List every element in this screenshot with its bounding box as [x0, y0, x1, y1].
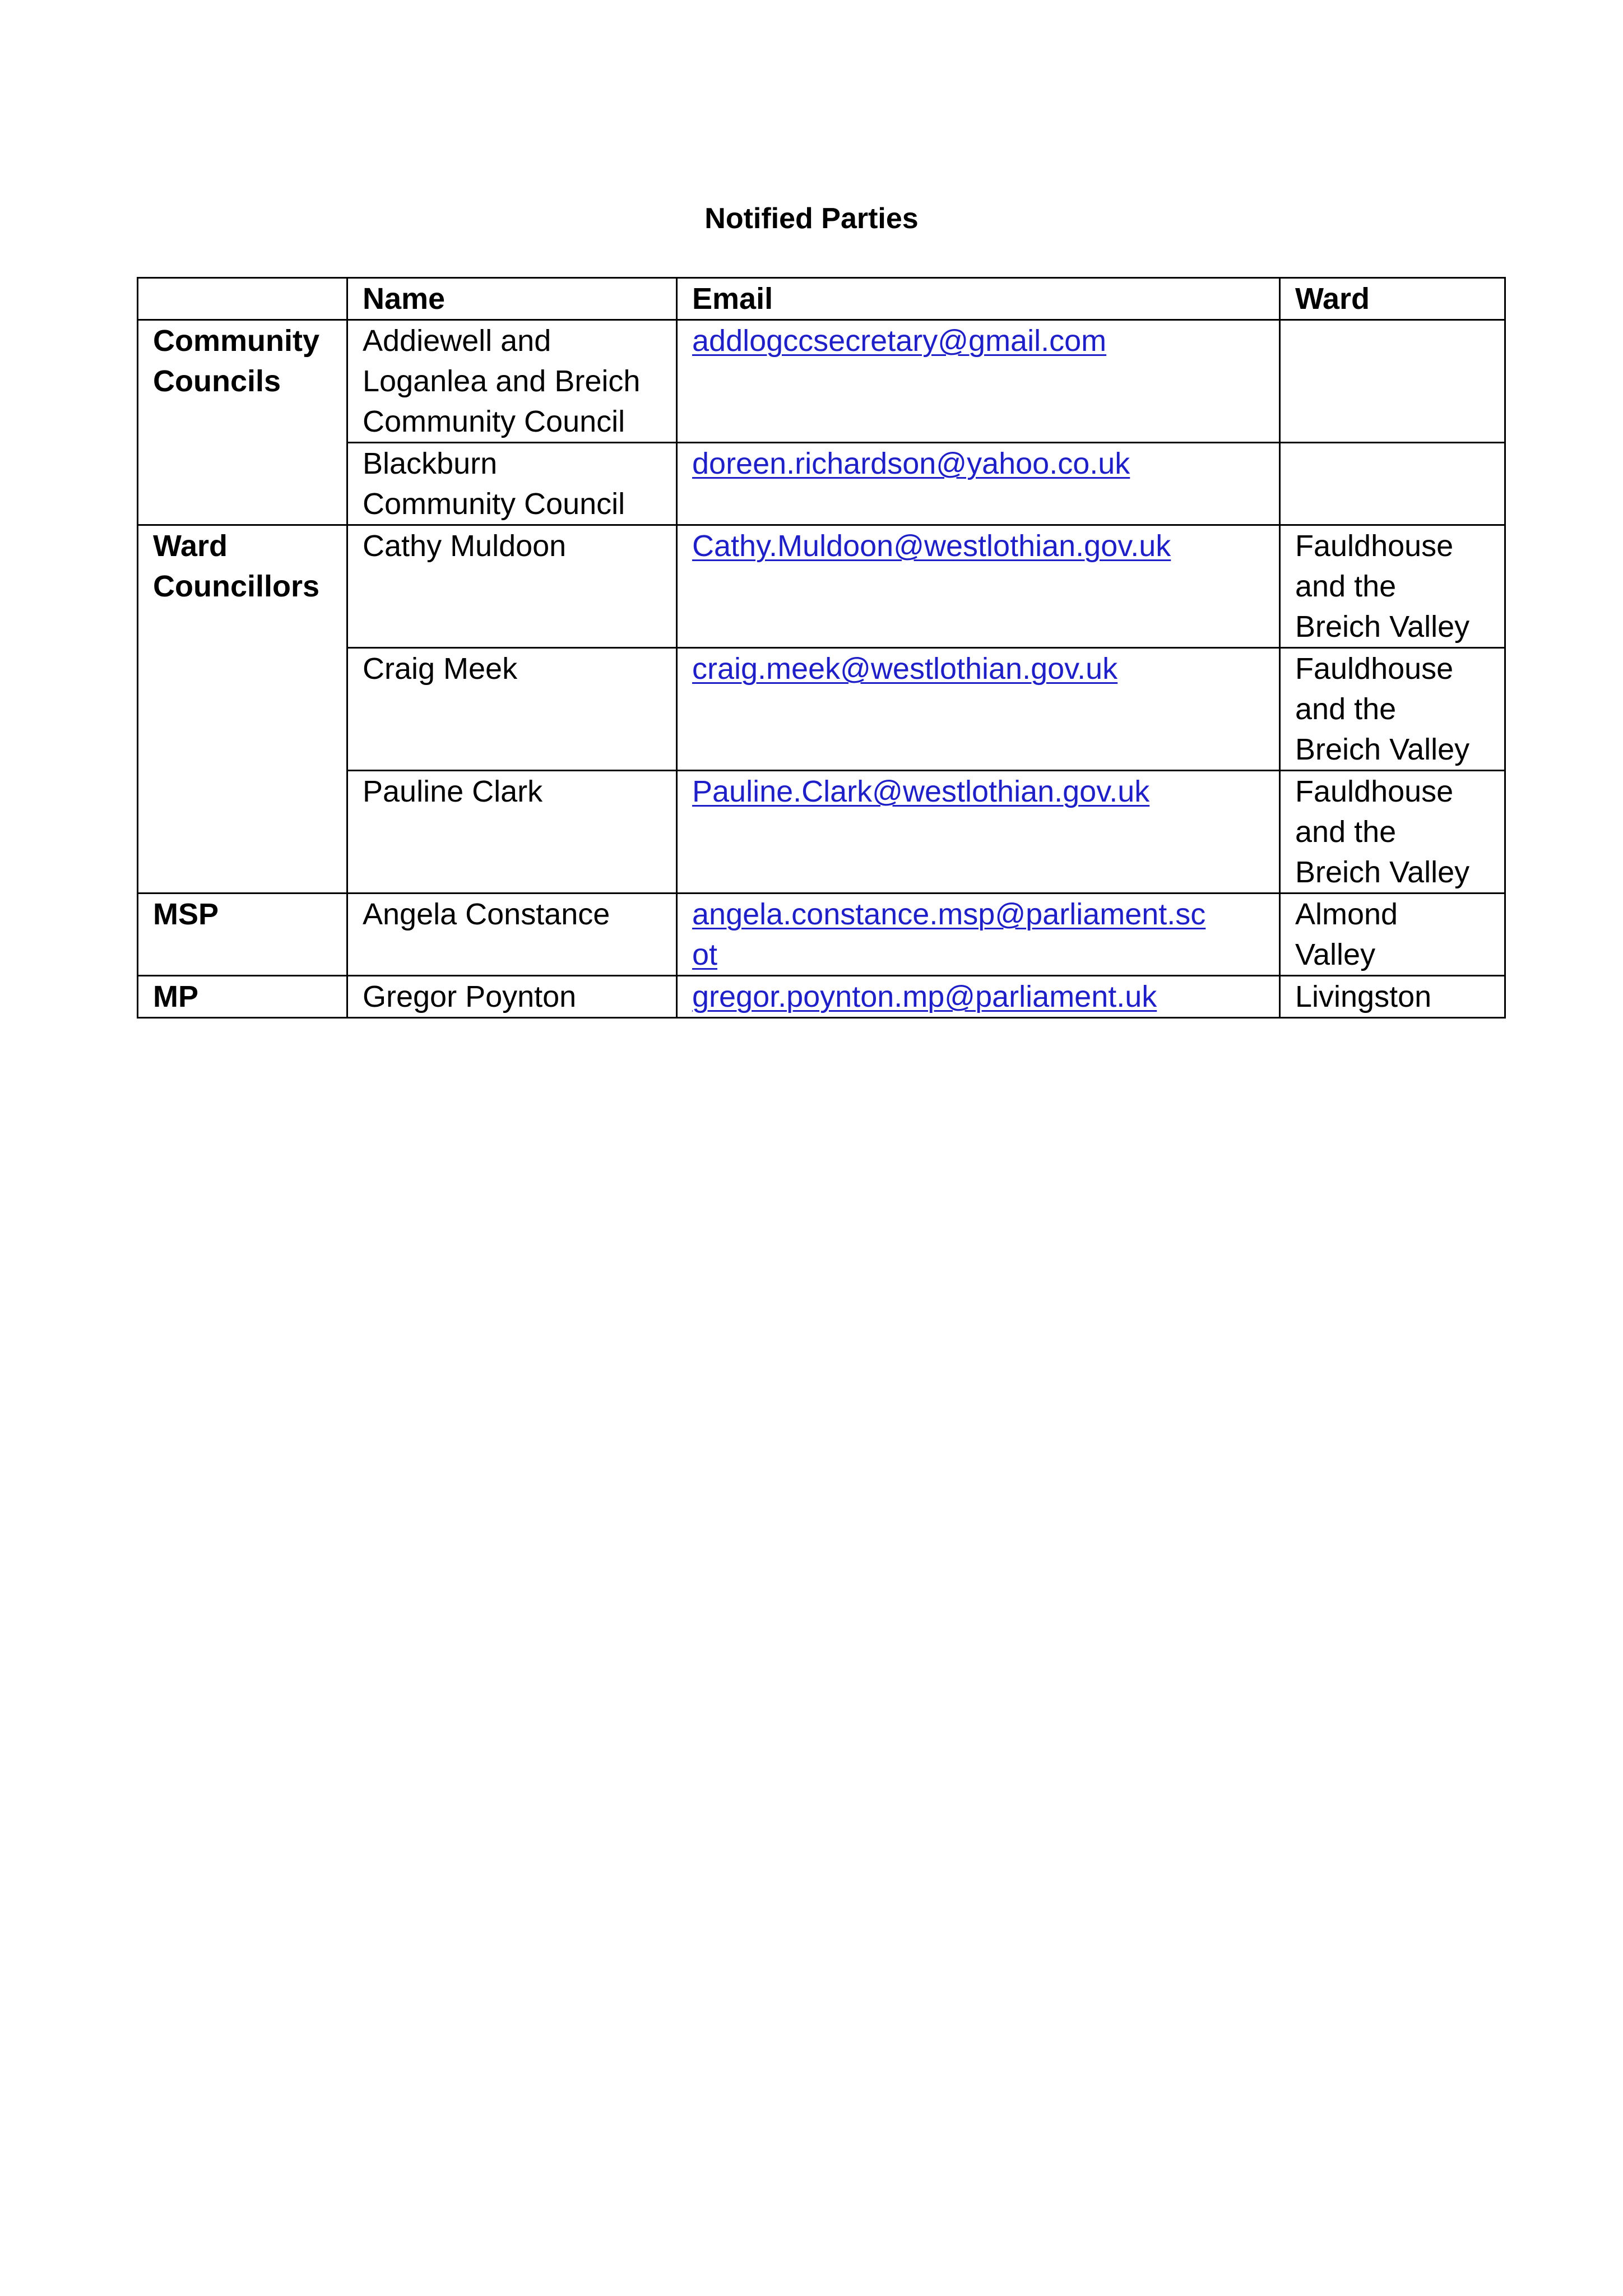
- email-link[interactable]: doreen.richardson@yahoo.co.uk: [692, 447, 1130, 480]
- page-title: Notified Parties: [704, 202, 919, 235]
- table-row: [138, 976, 1505, 1018]
- group-community-councils: Community Councils: [138, 320, 347, 525]
- ward-cell: Fauldhouse and the Breich Valley: [1280, 525, 1505, 648]
- email-link[interactable]: addlogccsecretary@gmail.com: [692, 324, 1107, 358]
- email-cell: [677, 320, 1280, 443]
- ward-cell: [1280, 443, 1505, 525]
- name-cell: Addiewell and Loganlea and Breich Community Council: [347, 320, 677, 443]
- email-cell: [677, 525, 1280, 648]
- header-name: Name: [347, 278, 677, 320]
- header-email: Email: [677, 278, 1280, 320]
- table-row: [138, 525, 1505, 648]
- name-cell: Pauline Clark: [347, 771, 677, 894]
- table-row: [138, 320, 1505, 443]
- notified-parties-table: [137, 277, 1506, 1019]
- email-link[interactable]: gregor.poynton.mp@parliament.uk: [692, 980, 1157, 1013]
- ward-cell: Livingston: [1280, 976, 1505, 1018]
- email-link[interactable]: angela.constance.msp@parliament.sc ot: [692, 897, 1206, 971]
- email-link[interactable]: craig.meek@westlothian.gov.uk: [692, 652, 1118, 686]
- table-row: [138, 894, 1505, 976]
- group-msp: MSP: [138, 894, 347, 976]
- email-cell: [677, 771, 1280, 894]
- group-mp: MP: [138, 976, 347, 1018]
- header-ward: Ward: [1280, 278, 1505, 320]
- name-cell: Gregor Poynton: [347, 976, 677, 1018]
- email-cell: [677, 648, 1280, 771]
- name-cell: Angela Constance: [347, 894, 677, 976]
- email-cell: [677, 443, 1280, 525]
- name-cell: Craig Meek: [347, 648, 677, 771]
- table-header-row: [138, 278, 1505, 320]
- group-ward-councillors: Ward Councillors: [138, 525, 347, 894]
- name-cell: Blackburn Community Council: [347, 443, 677, 525]
- name-cell: Cathy Muldoon: [347, 525, 677, 648]
- ward-cell: Fauldhouse and the Breich Valley: [1280, 771, 1505, 894]
- email-link[interactable]: Cathy.Muldoon@westlothian.gov.uk: [692, 529, 1171, 563]
- header-blank-cell: [138, 278, 347, 320]
- email-cell: [677, 894, 1280, 976]
- ward-cell: Almond Valley: [1280, 894, 1505, 976]
- email-cell: [677, 976, 1280, 1018]
- email-link[interactable]: Pauline.Clark@westlothian.gov.uk: [692, 775, 1150, 808]
- ward-cell: [1280, 320, 1505, 443]
- ward-cell: Fauldhouse and the Breich Valley: [1280, 648, 1505, 771]
